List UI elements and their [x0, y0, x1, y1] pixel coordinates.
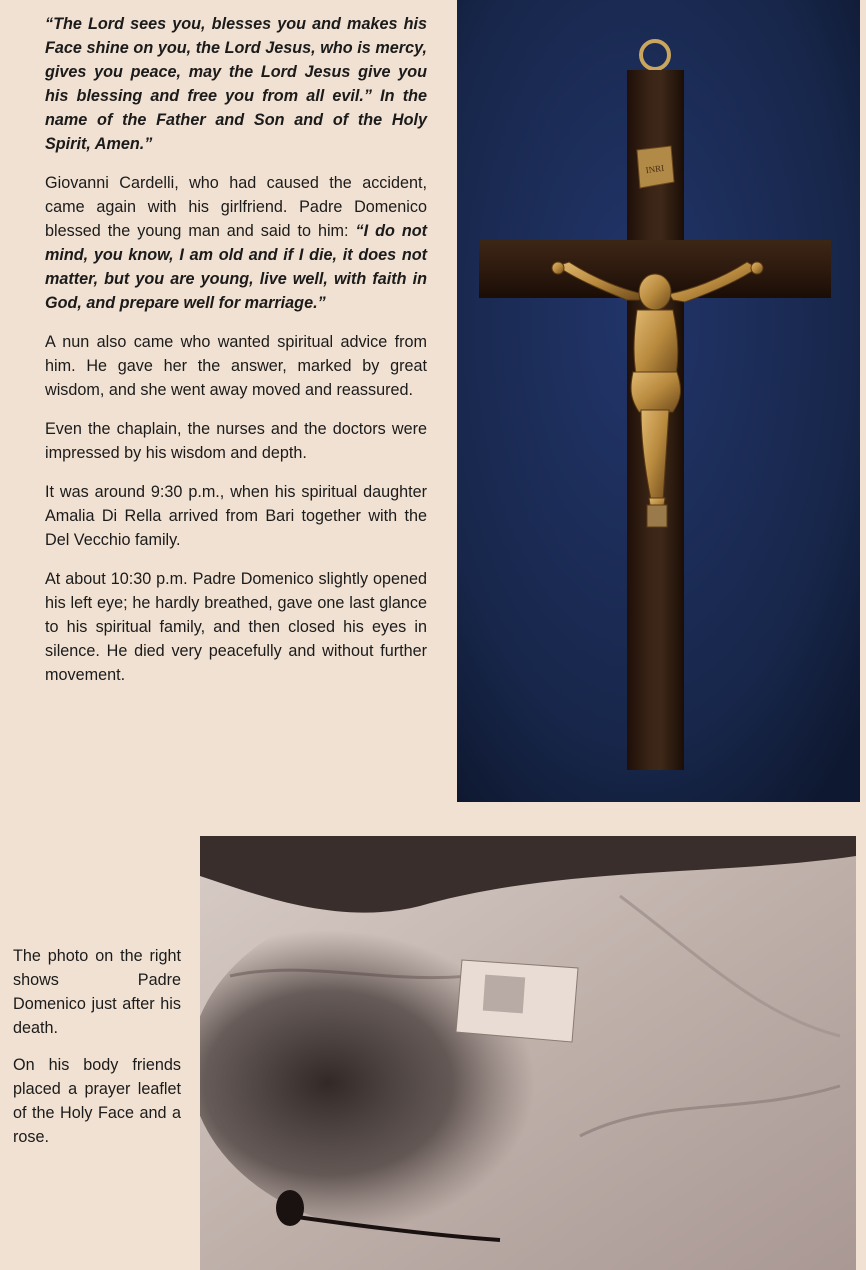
caption-leaflet-rose: On his body friends placed a prayer leaflet of the Holy Face and a rose.	[13, 1056, 181, 1146]
crucifix-illustration	[457, 0, 860, 802]
paragraph-death: At about 10:30 p.m. Padre Domenico slightly opened his left eye; he hardly breathed, gave one last glance to his spiritual family, and then closed his eyes in silence. He died very peacefully and without further movement.	[45, 570, 427, 684]
caption-photo-description: The photo on the right shows Padre Domenico just after his death.	[13, 947, 181, 1037]
paragraph-chaplain: Even the chaplain, the nurses and the doctors were impressed by his wisdom and depth.	[45, 420, 427, 462]
body-silhouette	[200, 896, 650, 1236]
padre-quote: “I do not mind, you know, I am old and if I die, it does not matter, but you are young, live well, with faith in God, and prepare well for marriage.”	[45, 222, 428, 312]
foot-plate	[647, 505, 667, 527]
paragraph-nun: A nun also came who wanted spiritual advice from him. He gave her the answer, marked by great wisdom, and she went away moved and reassured.	[45, 333, 427, 399]
paragraph-cardelli	[45, 171, 427, 315]
article-column	[45, 12, 427, 702]
paragraph-cardelli-text: Giovanni Cardelli, who had caused the accident, came again with his girlfriend. Padre Domenico blessed the young man and said to him:	[45, 174, 427, 240]
prayer-leaflet	[456, 960, 578, 1042]
svg-text:INRI: INRI	[645, 162, 665, 176]
blessing-quote: “The Lord sees you, blesses you and makes his Face shine on you, the Lord Jesus, who is mercy, gives you peace, may the Lord Jesus give you his blessing and free you from all evil.” In the name of the Father and Son and of the Holy Spirit, Amen.”	[45, 15, 427, 153]
paragraph-arrival: It was around 9:30 p.m., when his spiritual daughter Amalia Di Rella arrived from Bari together with the Del Vecchio family.	[45, 483, 427, 549]
inri-plaque	[637, 146, 674, 188]
deathbed-illustration	[200, 836, 856, 1270]
photo-caption	[13, 944, 181, 1162]
deathbed-photo	[200, 836, 856, 1270]
crucifix-photo	[457, 0, 860, 802]
